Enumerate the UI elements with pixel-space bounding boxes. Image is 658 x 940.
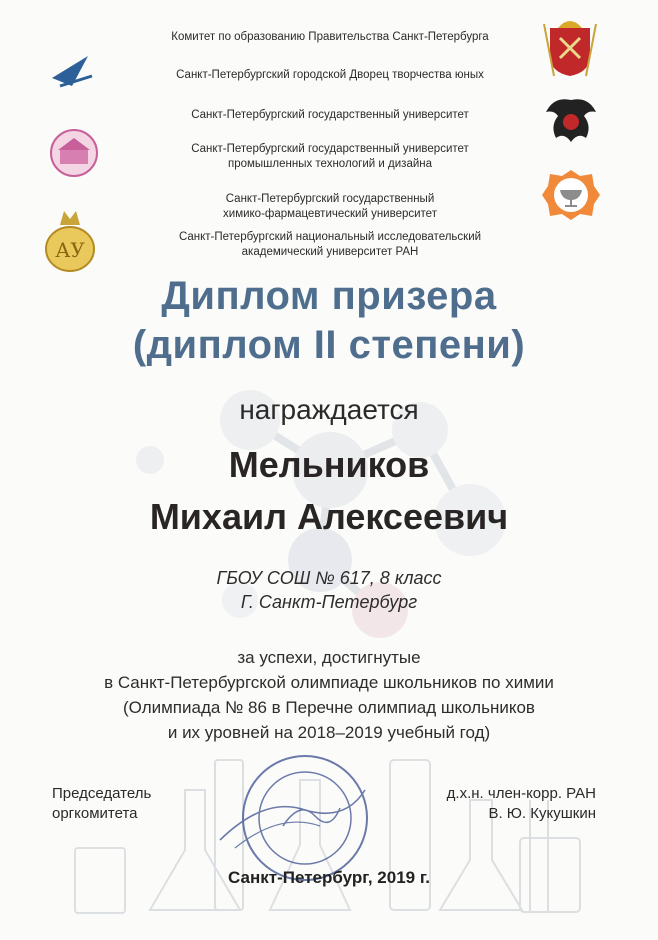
bowl-of-hygieia-logo-icon bbox=[540, 166, 602, 224]
city-line: Г. Санкт-Петербург bbox=[240, 592, 418, 612]
double-headed-eagle-icon bbox=[540, 92, 602, 148]
reason-line-1: за успехи, достигнутые bbox=[237, 648, 421, 667]
diploma-degree: (диплом II степени) bbox=[132, 323, 526, 367]
coat-of-arms-icon bbox=[540, 10, 600, 78]
recipient-surname: Мельников bbox=[228, 444, 430, 485]
diploma-title: Диплом призера bbox=[161, 274, 497, 318]
recipient-given-names: Михаил Алексеевич bbox=[149, 496, 509, 537]
university-building-logo-icon bbox=[50, 128, 98, 178]
chairman-title: Председатель оргкомитета bbox=[52, 785, 152, 822]
arrow-logo-icon bbox=[48, 48, 96, 92]
school-line: ГБОУ СОШ № 617, 8 класс bbox=[216, 568, 442, 588]
org-academic-university: Санкт-Петербургский национальный исследовательский академический университет РАН bbox=[178, 231, 482, 258]
org-spbu: Санкт-Петербургский государственный университет bbox=[191, 109, 469, 121]
awarded-label: награждается bbox=[239, 394, 419, 425]
reason-line-4: и их уровней на 2018–2019 учебный год) bbox=[167, 723, 491, 742]
crown-monogram-logo-icon bbox=[40, 205, 100, 273]
reason-line-2: в Санкт-Петербургской олимпиаде школьников по химии bbox=[104, 673, 554, 692]
org-chemical-pharmaceutical-university: Санкт-Петербургский государственный химико-фармацевтический университет bbox=[223, 193, 437, 220]
org-education-committee: Комитет по образованию Правительства Санкт-Петербурга bbox=[171, 31, 489, 43]
lab-glassware-illustration bbox=[75, 760, 580, 913]
org-youth-palace: Санкт-Петербургский городской Дворец творчества юных bbox=[176, 69, 484, 81]
svg-text:АУ: АУ bbox=[55, 238, 85, 262]
org-industrial-design-university: Санкт-Петербургский государственный университет промышленных технологий и дизайна bbox=[191, 143, 469, 170]
reason-line-3: (Олимпиада № 86 в Перечне олимпиад школьников bbox=[123, 698, 535, 717]
place-and-year: Санкт-Петербург, 2019 г. bbox=[228, 868, 430, 887]
chairman-name: д.х.н. член-корр. РАН В. Ю. Кукушкин bbox=[446, 785, 596, 822]
